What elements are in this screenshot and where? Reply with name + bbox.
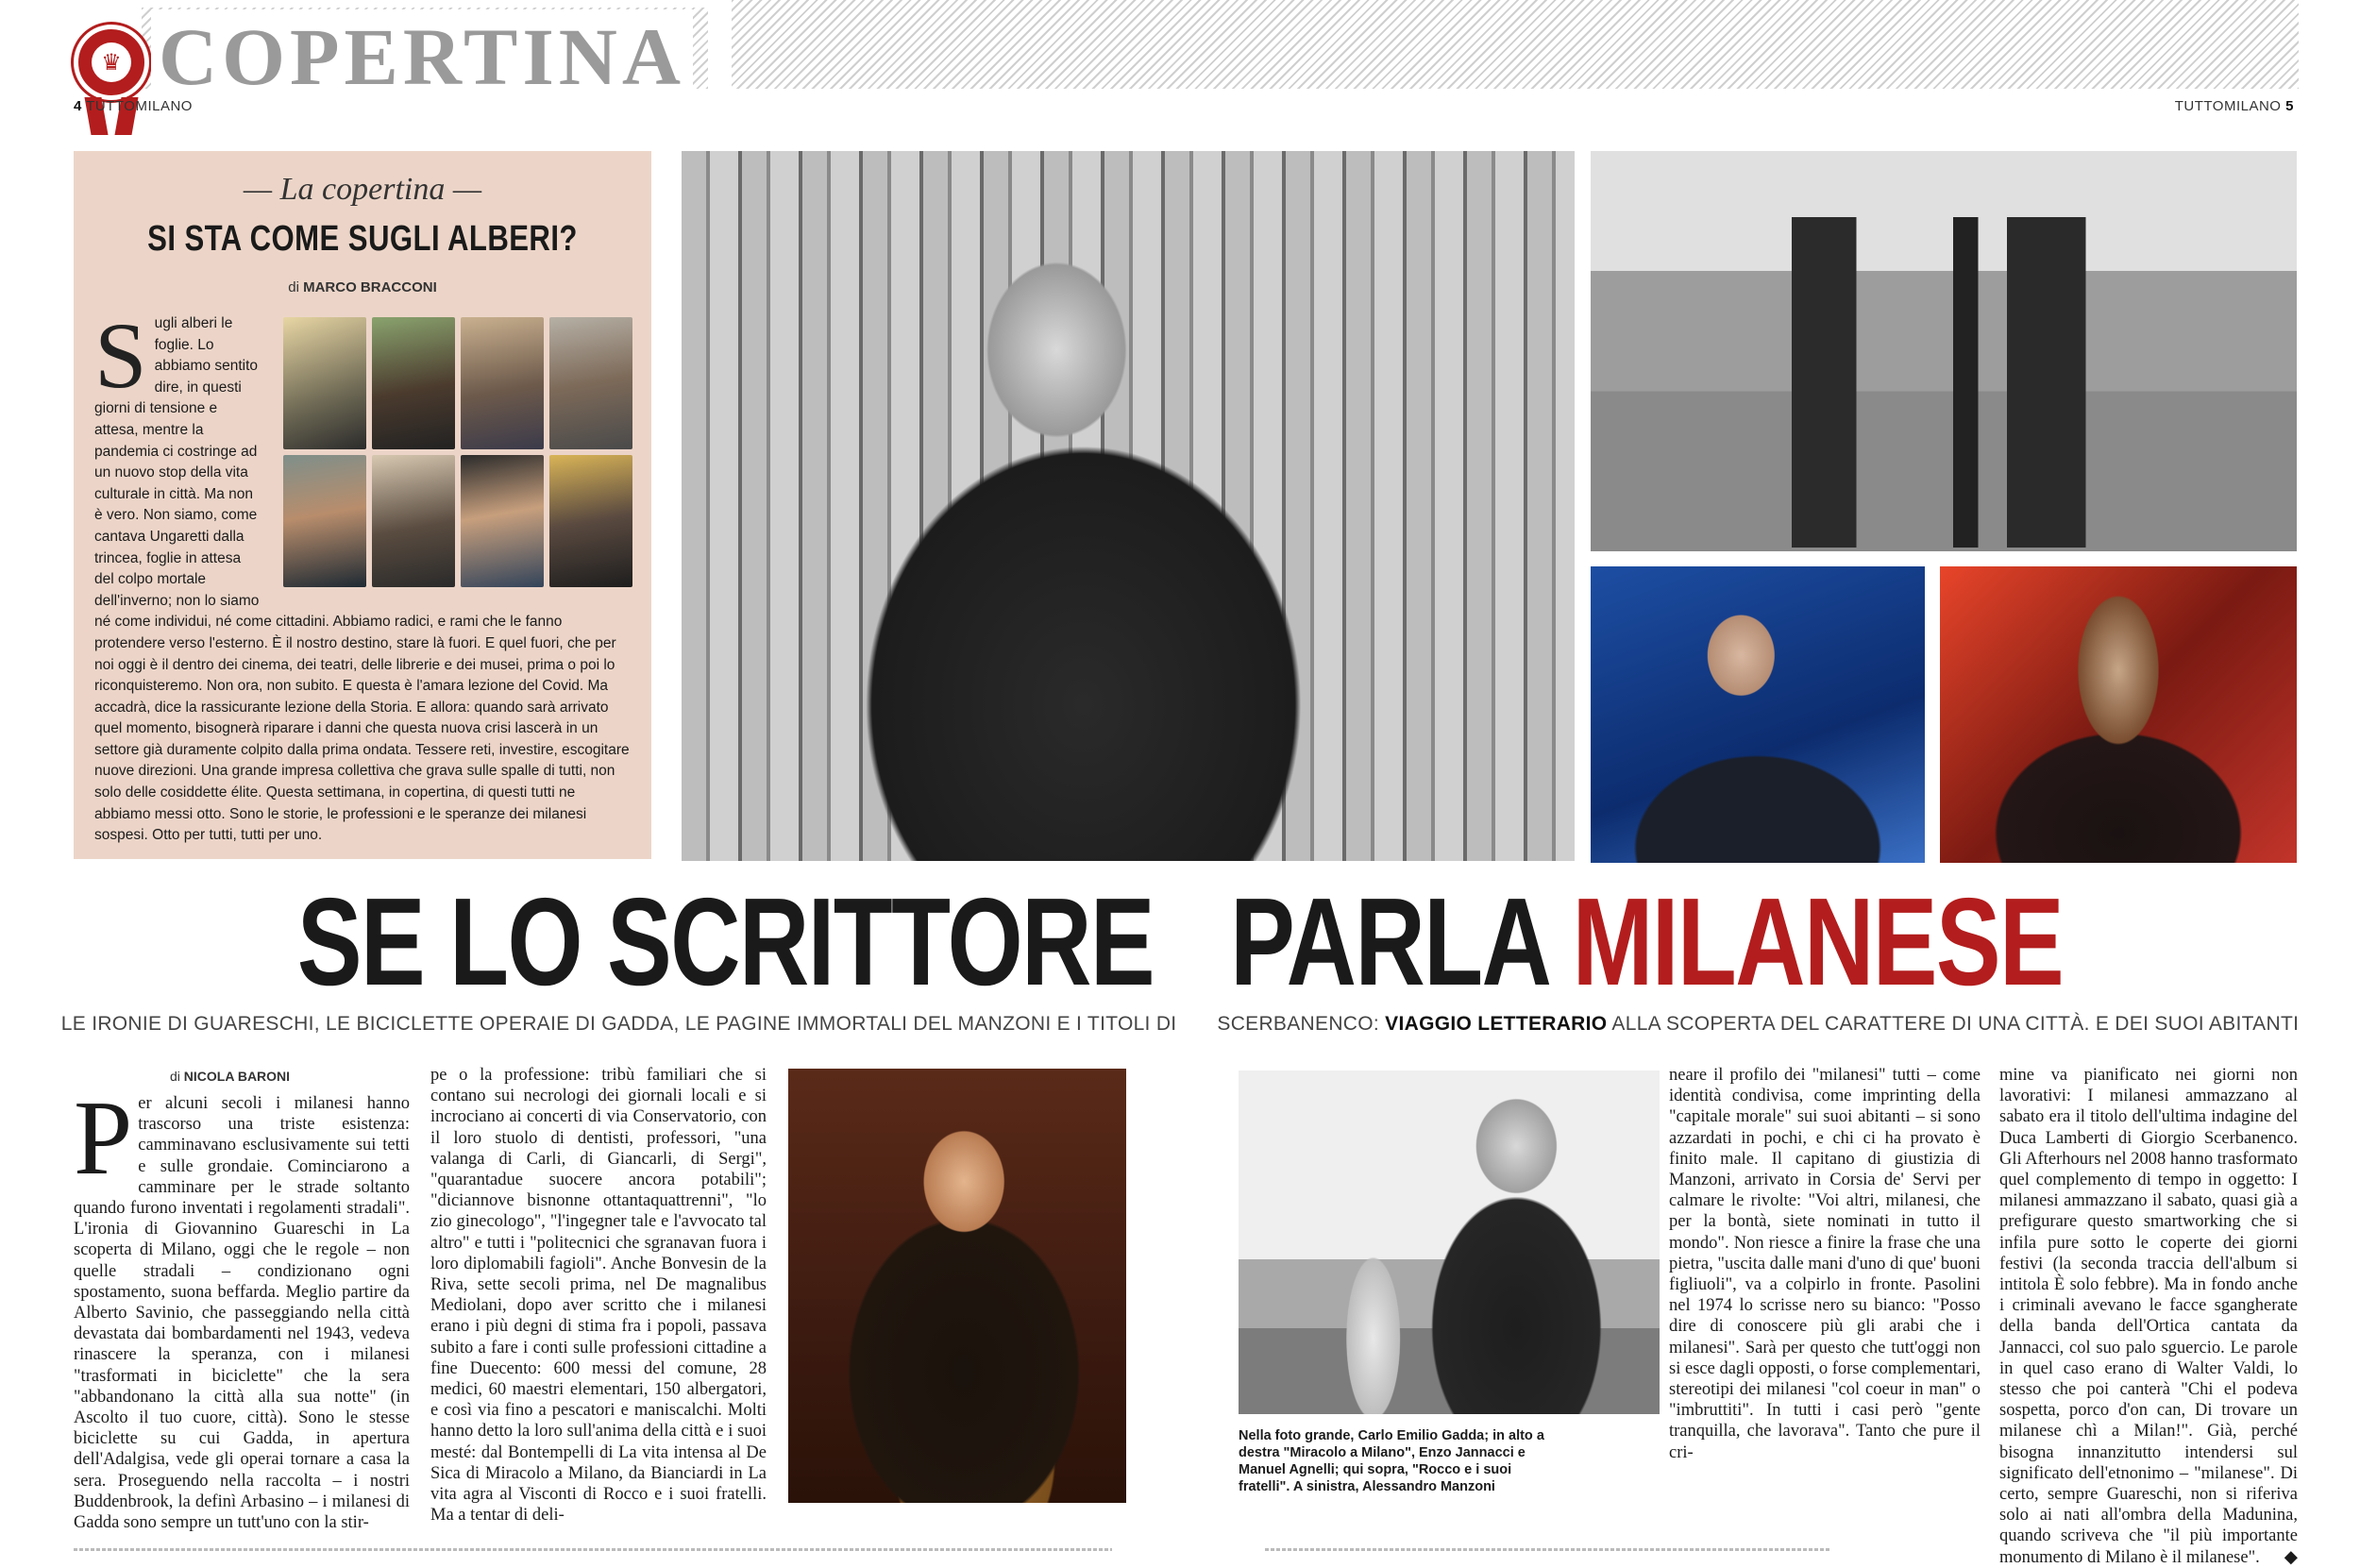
box-byline-author: MARCO BRACCONI — [303, 279, 437, 295]
article-dropcap: P — [74, 1080, 133, 1197]
box-byline-prefix: di — [288, 279, 299, 295]
photo-rocco-e-i-suoi-fratelli — [1239, 1071, 1660, 1414]
article-headline — [260, 872, 2100, 1011]
portrait-grid — [283, 317, 632, 587]
portrait-photo — [372, 455, 455, 587]
portrait-photo — [549, 317, 632, 449]
box-kicker: — La copertina — — [243, 172, 482, 207]
right-brand-a: TUTTO — [2174, 98, 2224, 114]
left-brand-a: TUTTO — [86, 98, 136, 114]
article-column-1 — [74, 1080, 410, 1533]
subhead-bold: VIAGGIO LETTERARIO — [1385, 1013, 1608, 1035]
headline-part2: PARLA — [1230, 872, 1547, 1011]
cover-box — [74, 151, 651, 859]
box-dropcap: S — [94, 303, 147, 408]
photo-gadda-library — [682, 151, 1575, 861]
right-page-number: 5 — [2285, 98, 2294, 114]
photo-miracolo-figures — [1756, 217, 2115, 548]
section-title: COPERTINA — [151, 9, 693, 104]
left-brand-b: MILANO — [135, 98, 193, 114]
box-byline — [74, 279, 651, 295]
portrait-photo — [372, 317, 455, 449]
headline-part3: MILANESE — [1572, 872, 2064, 1011]
article-col3-text: neare il profilo dei "milanesi" tutti – come identità condivisa, come imprinting della "capitale morale" sui suoi abitanti – si sono azzardati in pochi, e chi ci ha provato è finito male. Il capitano di giustizia di Manzoni, arrivato in Corsia de' Servi per calmare le rivolte: "Voi altri, milanesi, che per la bontà, siete nominati in tutto il mondo". Non riesce a finire la frase che una pietra, "uscita dalle mani d'uno di que' buoni figliuoli", va a colpirlo in fronte. Pasolini nel 1974 lo scrisse nero su bianco: "Posso dire di conoscere più gli arabi che i milanesi". Sarà per questo che tutt'oggi non si esce dagli opposti, o forse complementari, stereotipi dei milanesi "col coeur in man" o "imbruttiti". In tutti i casi però "gente tranquilla, che lavorava". Tanto che pure il cri- — [1669, 1066, 1981, 1462]
article-byline-prefix: di — [170, 1069, 180, 1084]
right-folio — [2175, 98, 2294, 114]
article-byline — [170, 1069, 290, 1084]
subhead-part2: SCERBANENCO: — [1217, 1013, 1380, 1035]
portrait-photo — [461, 317, 544, 449]
article-column-2 — [430, 1065, 767, 1526]
portrait-photo — [461, 455, 544, 587]
article-column-4 — [1999, 1065, 2298, 1568]
headline-part1: SE LO SCRITTORE — [296, 872, 1155, 1011]
subhead-part3: ALLA SCOPERTA DEL CARATTERE DI UNA CITTÀ. E DEI SUOI ABITANTI — [1611, 1013, 2300, 1035]
article-column-3 — [1669, 1065, 1981, 1463]
crown-badge-icon: ♛ — [74, 25, 149, 100]
photo-enzo-jannacci — [1591, 566, 1925, 863]
box-title: SI STA COME SUGLI ALBERI? — [147, 219, 578, 259]
footer-rule-right — [1265, 1548, 1831, 1551]
article-col4-text: mine va pianificato nei giorni non lavorativi: I milanesi ammazzano al sabato era il titolo dell'ultima indagine del Duca Lamberti di Giorgio Scerbanenco. Gli Afterhours nel 2008 hanno trasformato quel complemento di tempo in oggetto: I milanesi ammazzano il sabato, quasi già a prefigurare questo smartworking che si infila pure sotto le coperte dei giorni festivi (la seconda traccia dell'album si intitola È solo febbre). Ma in fondo anche i criminali avevano le facce sgangherate della banda dell'Ortica cantata da Jannacci, col suo palo sguercio. Le parole in quel caso erano di Walter Valdi, lo stesso che poi canterà "Chi el podeva sospetta, porco d'on can, Di trovare un milanese chì a Milan!". Già, perché bisogna innanzitutto intendersi sul significato dell'etnonimo – "milanese". Di certo, sempre Guareschi, non si riferiva solo ai nati all'ombra della Madunina, quando scriveva che "il più importante monumento di Milano è il milanese". — [1999, 1066, 2298, 1567]
end-mark-icon: ◆ — [2284, 1546, 2298, 1567]
portrait-photo — [283, 455, 366, 587]
subhead-part1: LE IRONIE DI GUARESCHI, LE BICICLETTE OPERAIE DI GADDA, LE PAGINE IMMORTALI DEL MANZONI E I TITOLI DI — [60, 1013, 1177, 1035]
article-col1-text: er alcuni secoli i milanesi hanno trascorso una triste esistenza: camminavano esclusivamente sui tetti e sulle grondaie. Cominciarono a camminare per le strade soltanto quando furono inventati i regolamenti stradali". L'ironia di Giovannino Guareschi in La scoperta di Milano, oggi che le regole – non quelle stradali – condizionano ogni spostamento, suona beffarda. Meglio partire da Alberto Savinio, che passeggiando nella città devastata dai bombardamenti nel 1943, vedeva rinascere la speranza, con i milanesi "trasformati in biciclette" che la sera "abbandonano la città alla sua notte" (in Ascolto il tuo cuore, città). Sono le stesse biciclette su cui Gadda, in apertura dell'Adalgisa, vede gli operai tornare a casa la sera. Proseguendo nella raccolta – i nostri Buddenbrook, la definì Arbasino – i milanesi di Gadda sono sempre un tutt'uno con la stir- — [74, 1094, 410, 1533]
photo-caption: Nella foto grande, Carlo Emilio Gadda; in alto a destra "Miracolo a Milano", Enzo Jannacci e Manuel Agnelli; qui sopra, "Rocco e i suoi fratelli". A sinistra, Alessandro Manzoni — [1239, 1428, 1544, 1494]
photo-manuel-agnelli — [1940, 566, 2297, 863]
article-byline-author: NICOLA BARONI — [183, 1069, 291, 1084]
photo-alessandro-manzoni — [788, 1069, 1126, 1503]
left-folio — [74, 98, 193, 114]
right-brand-b: MILANO — [2223, 98, 2282, 114]
article-subhead — [0, 1013, 2360, 1036]
footer-rule-left — [74, 1548, 1112, 1551]
portrait-photo — [549, 455, 632, 587]
left-page-number: 4 — [74, 98, 82, 114]
header-hatch-right — [732, 0, 2299, 89]
box-body-text: ugli alberi le foglie. Lo abbiamo sentito dire, in questi giorni di tensione e attesa, mentre la pandemia ci costringe ad un nuovo stop della vita culturale in città. Ma non è vero. Non siamo, come cantava Ungaretti dalla trincea, foglie in attesa del colpo mortale dell'inverno; non lo siamo né come individui, né come cittadini. Abbiamo radici, e rami che le fanno protendere verso l'esterno. È il nostro destino, stare là fuori. E quel fuori, che per noi oggi è il dentro dei cinema, dei teatri, delle librerie e dei musei, prima o poi lo riconquisteremo. Non ora, non subito. E questa è l'amara lezione del Covid. Ma accadrà, dice la rassicurante lezione della Storia. E allora: quando sarà arrivato quel momento, bisognerà riparare i danni che questa nuova crisi lascerà in un settore già duramente colpito dalla prima ondata. Tessere reti, investire, escogitare nuove direzioni. Una grande impresa collettiva che grava sulle spalle di tutti, non solo delle cosiddette élite. Questa settimana, in copertina, di questi tutti ne abbiamo messi otto. Sono le storie, le professioni e le speranze dei milanesi sospesi. Otto per tutti, tutti per uno. — [94, 315, 630, 844]
portrait-photo — [283, 317, 366, 449]
article-col2-text: pe o la professione: tribù familiari che si contano sui necrologi dei giornali locali e si incrociano ai concerti di via Conservatorio, con il loro stuolo di dentisti, professori, "una valanga di Carli, di Giancarli, di Sergi", "quarantadue suocere ancora potabili"; "diciannove bisnonne ottantaquattrenni", "lo zio ginecologo", "l'ingegner tale e l'avvocato tal altro" e tutti i "politecnici che sgranavan fuora i loro diplomabili fagioli". Anche Bonvesin de la Riva, sette secoli prima, nel De magnalibus Mediolani, dopo aver scritto che i milanesi erano i più degni di stima fra i popoli, passava subito a fare i conti sulle professioni cittadine a fine Duecento: 600 messi del comune, 28 medici, 60 maestri elementari, 150 albergatori, e così via fino a pescatori e maniscalchi. Molti hanno detto la loro sull'anima della città e i suoi mesté: dal Bontempelli di La vita intensa al De Sica di Miracolo a Milano, da Bianciardi in La vita agra al Visconti di Rocco e i suoi fratelli. Ma a tentar di deli- — [430, 1066, 767, 1526]
